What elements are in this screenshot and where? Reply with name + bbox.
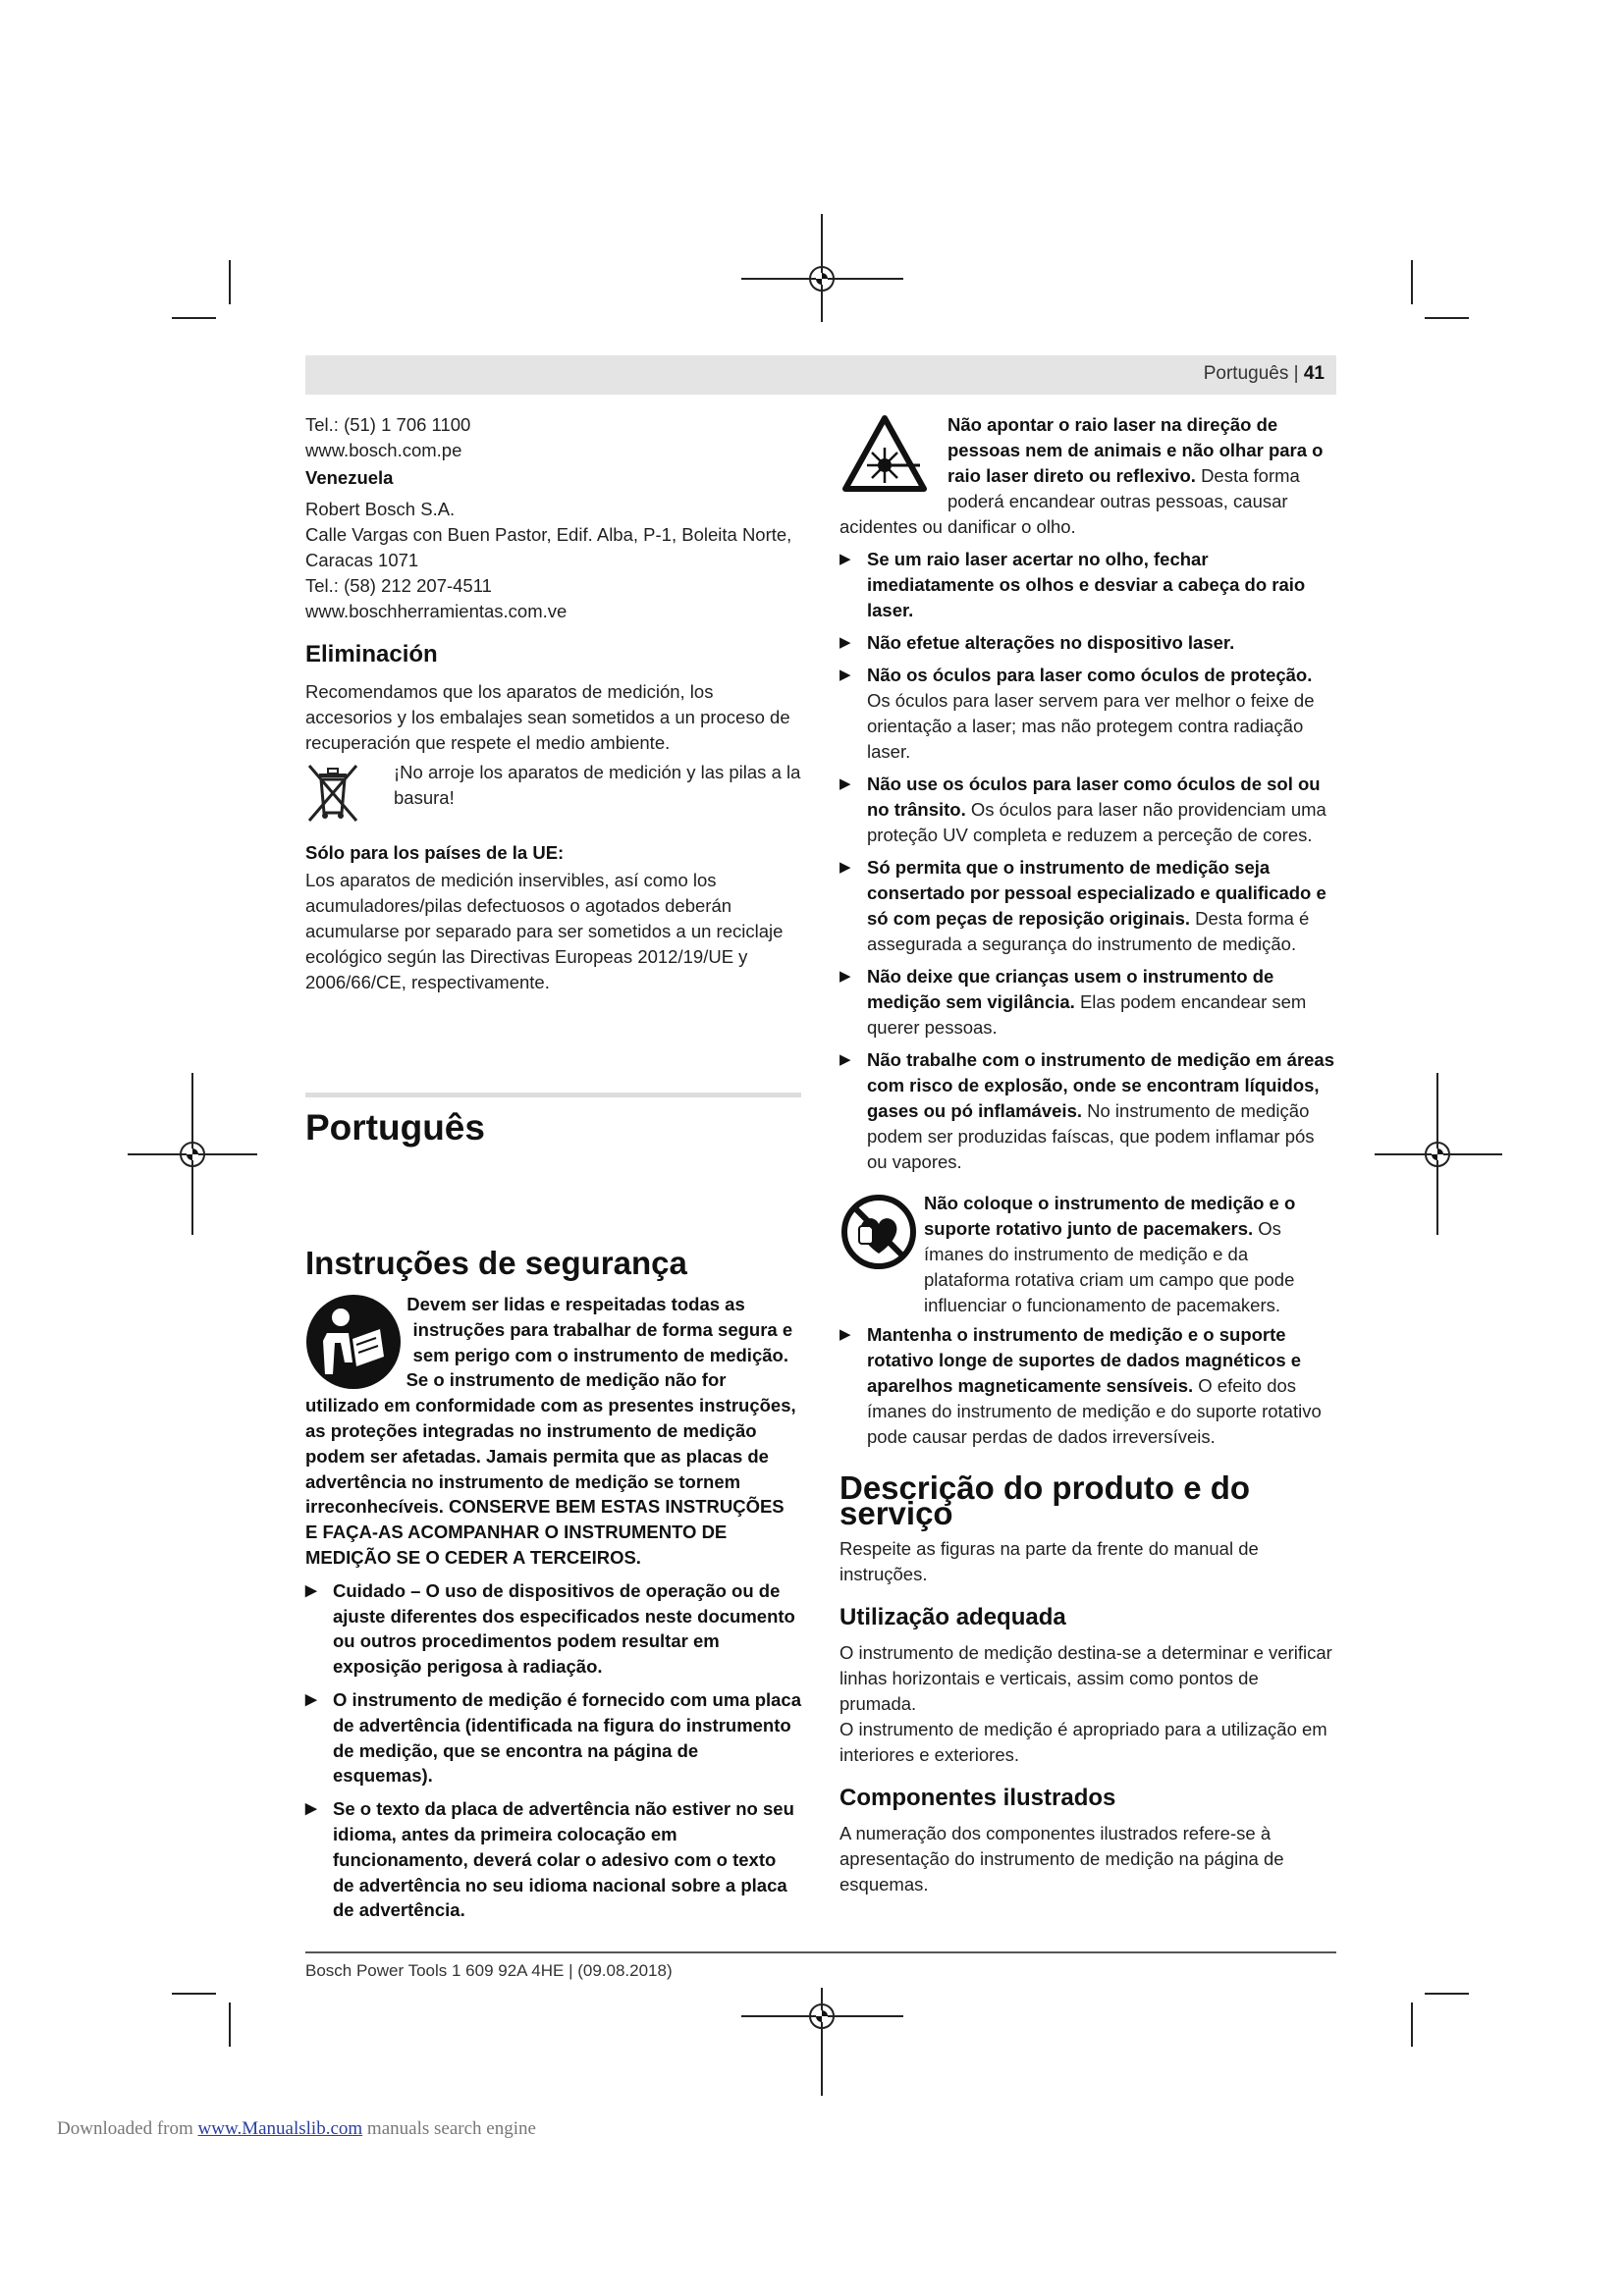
laser-warning-text: Desta forma poderá encandear outras pessoas, causar acidentes ou danificar o olho. — [839, 465, 1300, 537]
venezuela-address2: Caracas 1071 — [305, 550, 419, 570]
safety-heading: Instruções de segurança — [305, 1245, 687, 1281]
venezuela-address1: Calle Vargas con Buen Pastor, Edif. Alba, P-1, Boleita Norte, — [305, 524, 792, 545]
venezuela-company: Robert Bosch S.A. — [305, 499, 456, 519]
pacemaker-text — [924, 1191, 1336, 1318]
registration-mark-icon — [1425, 1142, 1450, 1167]
right-bullet-text: O efeito dos ímanes do instrumento de medição e do suporte rotativo pode causar perdas de dados irreversíveis. — [867, 1375, 1322, 1447]
laser-warning-bold: Não apontar o raio laser na direção de pessoas nem de animais e não olhar para o raio laser direto ou reflexivo. — [947, 414, 1324, 486]
crop-mark — [229, 2002, 231, 2047]
crop-mark — [172, 317, 216, 319]
elimination-heading: Eliminación — [305, 641, 438, 667]
right-bullet-text: Desta forma é assegurada a segurança do instrumento de medição. — [867, 908, 1310, 954]
read-manual-icon — [305, 1294, 402, 1390]
header-text — [1204, 363, 1325, 385]
right-bullet-bold: Se um raio laser acertar no olho, fechar imediatamente os olhos e desviar a cabeça do raio laser. — [867, 549, 1306, 620]
peru-web: www.bosch.com.pe — [305, 440, 462, 460]
pacemaker-normal: Os ímanes do instrumento de medição e da plataforma rotativa criam um campo que pode influenciar o funcionamento de pacemakers. — [924, 1218, 1295, 1315]
footer-text: Bosch Power Tools 1 609 92A 4HE | (09.08.2018) — [305, 1961, 673, 1980]
right-bullet-bold: Não deixe que crianças usem o instrumento de medição sem vigilância. — [867, 966, 1274, 1012]
language-title: Português — [305, 1107, 485, 1148]
right-bullet — [839, 663, 1336, 765]
venezuela-tel: Tel.: (58) 212 207-4511 — [305, 575, 492, 596]
download-prefix: Downloaded from — [57, 2118, 193, 2139]
bin-notice — [305, 760, 801, 828]
eu-text: Los aparatos de medición inservibles, así como los acumuladores/pilas defectuosos o agotados deberán acumularse por separado para ser sometidos a un reciclaje ecológico según las Directivas Europeas 2012/19/UE y 2006/66/CE, respectivamente. — [305, 870, 784, 992]
right-bullet-bold: Não trabalhe com o instrumento de medição em áreas com risco de explosão, onde se encontram líquidos, gases ou pó inflamáveis. — [867, 1049, 1335, 1121]
right-bullet — [839, 772, 1336, 848]
crop-mark — [172, 1993, 216, 1995]
right-bullet-text: Os óculos para laser não providenciam uma proteção UV completa e reduzem a perceção de cores. — [867, 799, 1326, 845]
manualslib-link[interactable]: www.Manualslib.com — [197, 2118, 363, 2139]
safety-bullet: ▶ Cuidado – O uso de dispositivos de operação ou de ajuste diferentes dos especificados neste documento ou outros procedimentos podem resultar em exposição perigosa à radiação. — [305, 1578, 801, 1680]
intended-use-heading: Utilização adequada — [839, 1604, 1066, 1630]
components-heading: Componentes ilustrados — [839, 1785, 1116, 1811]
page-number: 41 — [1303, 363, 1325, 384]
safety-bullet: ▶ O instrumento de medição é fornecido com uma placa de advertência (identificada na figura do instrumento de medição, que se encontra na página de esquemas). — [305, 1687, 801, 1789]
right-bullet — [839, 964, 1336, 1041]
eu-heading: Sólo para los países de la UE: — [305, 842, 565, 863]
right-bullet-bold: Não use os óculos para laser como óculos de sol ou no trânsito. — [867, 774, 1321, 820]
registration-mark-icon — [809, 266, 835, 292]
registration-mark-icon — [809, 2003, 835, 2029]
crossed-bin-icon — [305, 762, 360, 823]
right-bullet-text: Os óculos para laser servem para ver melhor o feixe de orientação a laser; mas não protegem contra radiação laser. — [867, 690, 1315, 762]
right-bullet — [839, 855, 1336, 957]
page-header — [305, 355, 1336, 395]
section-rule — [305, 1093, 801, 1097]
description-heading: Descrição do produto e do serviço — [839, 1469, 1251, 1531]
registration-mark-icon — [180, 1142, 205, 1167]
download-notice — [57, 2118, 536, 2140]
pacemaker-bold: Não coloque o instrumento de medição e o suporte rotativo junto de pacemakers. — [924, 1193, 1296, 1239]
no-pacemaker-icon — [839, 1193, 918, 1271]
peru-tel: Tel.: (51) 1 706 1100 — [305, 414, 471, 435]
description-text: Respeite as figuras na parte da frente do manual de instruções. — [839, 1538, 1259, 1584]
crop-mark — [1411, 260, 1413, 304]
intended-use-text2: O instrumento de medição é apropriado para a utilização em interiores e exteriores. — [839, 1719, 1327, 1765]
right-bullet — [839, 1047, 1336, 1175]
pacemaker-warning — [839, 1191, 1336, 1318]
left-column — [305, 412, 801, 995]
right-bullet-bold: Mantenha o instrumento de medição e o suporte rotativo longe de suportes de dados magnéticos e aparelhos magneticamente sensíveis. — [867, 1324, 1302, 1396]
header-separator: | — [1293, 363, 1299, 384]
page-footer — [305, 1951, 1336, 1981]
elimination-text: Recomendamos que los aparatos de medición, los accesorios y los embalajes sean sometidos a un proceso de recuperación que respete el medio ambiente. — [305, 681, 790, 753]
venezuela-web: www.boschherramientas.com.ve — [305, 601, 568, 621]
bin-text: ¡No arroje los aparatos de medición y las pilas a la basura! — [394, 762, 801, 808]
crop-mark — [1425, 317, 1469, 319]
components-text: A numeração dos componentes ilustrados refere-se à apresentação do instrumento de medição na página de esquemas. — [839, 1823, 1284, 1895]
right-bullet — [839, 1322, 1336, 1450]
crop-mark — [229, 260, 231, 304]
right-bullet-bold: Não os óculos para laser como óculos de proteção. — [867, 665, 1313, 685]
crop-mark — [1425, 1993, 1469, 1995]
right-bullet-bold: Só permita que o instrumento de medição seja consertado por pessoal especializado e qualificado e só com peças de reposição originais. — [867, 857, 1326, 929]
safety-intro: Devem ser lidas e respeitadas todas as instruções para trabalhar de forma segura e sem perigo com o instrumento de medição. Se o instrumento de medição não for utilizado em conformidade com as presentes instruções, as proteções integradas no instrumento de medição podem ser afetadas. Jamais permita que as placas de advertência no instrumento de medição se tornem irreconhecíveis. CONSERVE BEM ESTAS INSTRUÇÕES E FAÇA-AS ACOMPANHAR O INSTRUMENTO DE MEDIÇÃO SE O CEDER A TERCEIROS. — [305, 1294, 796, 1568]
laser-warning-icon — [841, 414, 928, 493]
right-bullet-bold: Não efetue alterações no dispositivo laser. — [867, 632, 1235, 653]
venezuela-heading: Venezuela — [305, 467, 394, 488]
right-column — [839, 412, 1336, 1897]
right-bullet-text: No instrumento de medição podem ser produzidas faíscas, que podem inflamar pós ou vapores. — [867, 1100, 1315, 1172]
safety-bullet: ▶ Se o texto da placa de advertência não estiver no seu idioma, antes da primeira colocação em funcionamento, deverá colar o adesivo com o texto de advertência no seu idioma nacional sobre a placa de advertência. — [305, 1796, 801, 1923]
intended-use-text1: O instrumento de medição destina-se a determinar e verificar linhas horizontais e verticais, assim como pontos de prumada. — [839, 1642, 1332, 1714]
right-bullet — [839, 547, 1336, 623]
safety-section — [305, 1292, 801, 1923]
right-bullet — [839, 630, 1336, 656]
header-language: Português — [1203, 363, 1289, 384]
right-bullet-text: Elas podem encandear sem querer pessoas. — [867, 991, 1307, 1038]
download-suffix: manuals search engine — [366, 2118, 536, 2139]
crop-mark — [1411, 2002, 1413, 2047]
